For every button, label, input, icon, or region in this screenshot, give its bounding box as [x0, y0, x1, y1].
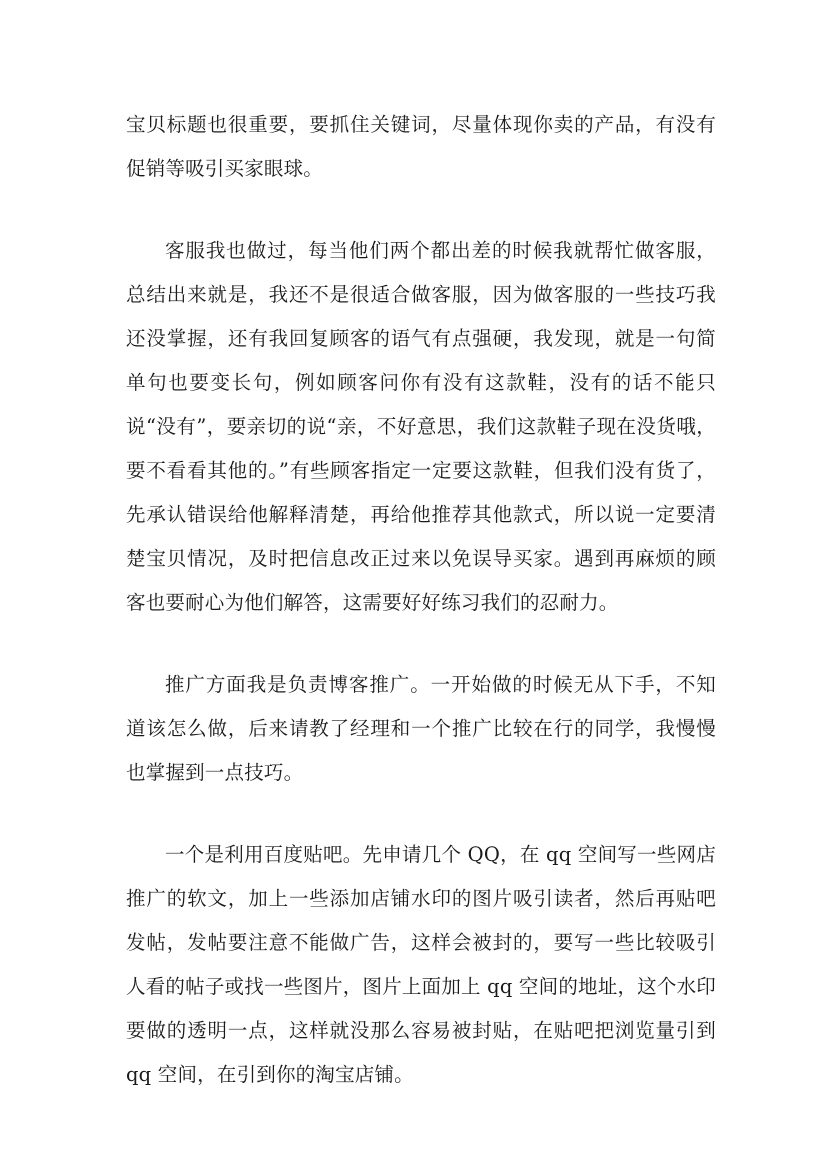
- document-body: [126, 103, 716, 1135]
- paragraph-baidu-tieba: 一个是利用百度贴吧。先申请几个 QQ，在 qq 空间写一些网店推广的软文，加上一些添加店铺水印的图片吸引读者，然后再贴吧发帖，发帖要注意不能做广告，这样会被封的，要写一些比较吸引人看的帖子或找一些图片，图片上面加上 qq 空间的地址，这个水印要做的透明一点，这样就没那么容易被封贴，在贴吧把浏览量引到 qq 空间，在引到你的淘宝店铺。: [126, 843, 716, 1086]
- paragraph-customer-service: 客服我也做过，每当他们两个都出差的时候我就帮忙做客服，总结出来就是，我还不是很适合做客服，因为做客服的一些技巧我还没掌握，还有我回复顾客的语气有点强硬，我发现，就是一句简单句也要变长句，例如顾客问你有没有这款鞋，没有的话不能只说“没有”，要亲切的说“亲，不好意思，我们这款鞋子现在没货哦，要不看看其他的。”有些顾客指定一定要这款鞋，但我们没有货了，先承认错误给他解释清楚，再给他推荐其他款式，所以说一定要清楚宝贝情况，及时把信息改正过来以免误导买家。遇到再麻烦的顾客也要耐心为他们解答，这需要好好练习我们的忍耐力。: [126, 239, 716, 614]
- paragraph-title-importance: 宝贝标题也很重要，要抓住关键词，尽量体现你卖的产品，有没有促销等吸引买家眼球。: [126, 113, 716, 180]
- paragraph-blog-promotion: 推广方面我是负责博客推广。一开始做的时候无从下手，不知道该怎么做，后来请教了经理和一个推广比较在行的同学，我慢慢也掌握到一点技巧。: [126, 673, 716, 784]
